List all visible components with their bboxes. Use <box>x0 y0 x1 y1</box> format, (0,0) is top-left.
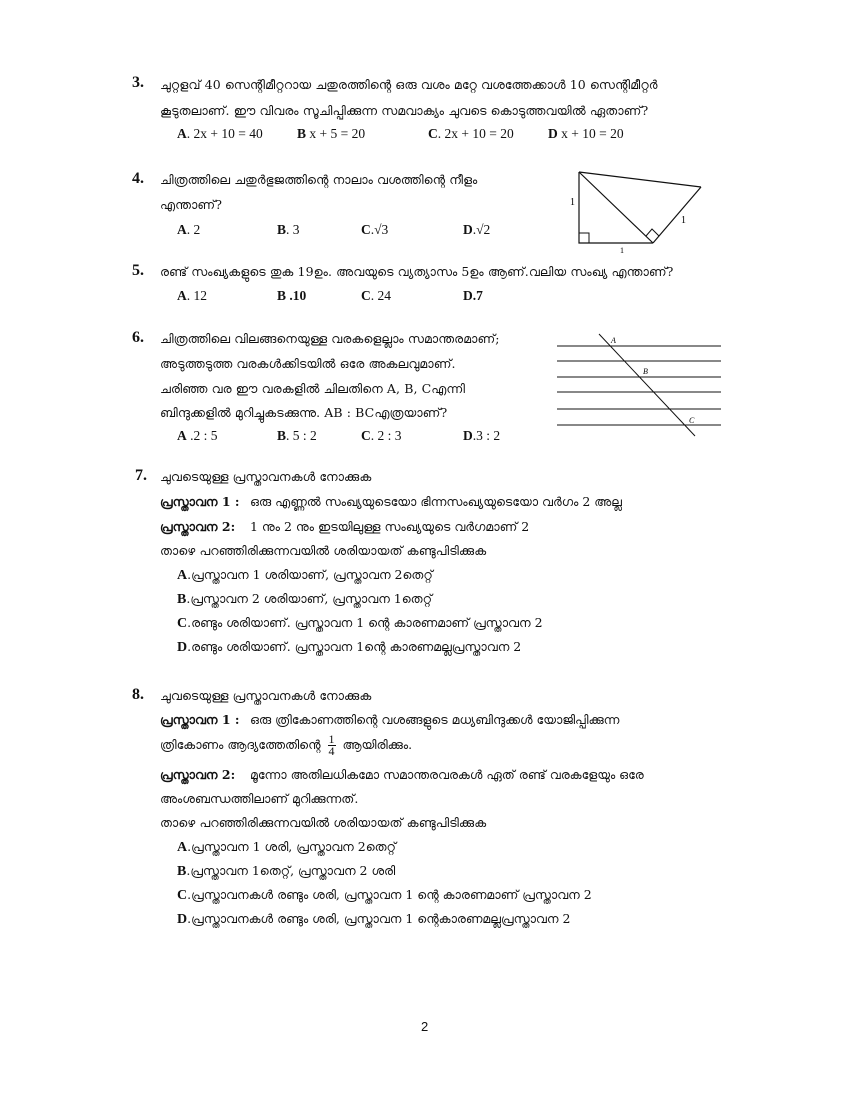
q6-label-a: A <box>611 336 616 345</box>
q6-option-a: A .2 : 5 <box>177 428 218 443</box>
q7-prompt: താഴെ പറഞ്ഞിരിക്കുന്നവയിൽ ശരിയായത് കണ്ടുപിടിക്കുക <box>160 543 487 558</box>
q8-statement2-text: മൂന്നോ അതിലധികമോ സമാന്തരവരകൾ ഏത് രണ്ട് വരകളേയും ഒരേ <box>250 767 644 782</box>
q3-text-line2: കൂടുതലാണ്. ഈ വിവരം സൂചിപ്പിക്കുന്ന സമവാക്യം ചുവടെ കൊടുത്തവയിൽ ഏതാണ്? <box>160 103 649 118</box>
q4-label-right: 1 <box>681 215 686 226</box>
q4-label-bottom: 1 <box>620 246 624 255</box>
q6-option-c: C. 2 : 3 <box>361 428 402 443</box>
q8-intro: ചുവടെയുള്ള പ്രസ്താവനകൾ നോക്കുക <box>160 688 372 703</box>
q8-statement1-text: ഒരു ത്രികോണത്തിന്റെ വശങ്ങളുടെ മധ്യബിന്ദുക്കൾ യോജിപ്പിക്കുന്ന <box>250 712 620 727</box>
q7-answer-c: C.രണ്ടും ശരിയാണ്. പ്രസ്താവന 1 ന്റെ കാരണമാണ് പ്രസ്താവന 2 <box>177 615 543 631</box>
q7-answer-a: A.പ്രസ്താവന 1 ശരിയാണ്, പ്രസ്താവന 2തെറ്റ് <box>177 567 433 583</box>
q7-answer-b: B.പ്രസ്താവന 2 ശരിയാണ്, പ്രസ്താവന 1തെറ്റ് <box>177 591 433 607</box>
q4-right-angle-mark-2 <box>646 229 659 236</box>
q3-option-a: A. 2x + 10 = 40 <box>177 126 263 141</box>
q6-label-c: C <box>689 416 695 425</box>
q3-option-d: D x + 10 = 20 <box>548 126 624 141</box>
q6-text-line3: ചരിഞ്ഞ വര ഈ വരകളിൽ ചിലതിനെ A, B, Cഎന്നി <box>160 381 466 396</box>
q7-statement2-label: പ്രസ്താവന 2: <box>160 519 236 534</box>
q7-number: 7. <box>135 467 147 484</box>
q6-option-d: D.3 : 2 <box>463 428 501 443</box>
q8-prompt: താഴെ പറഞ്ഞിരിക്കുന്നവയിൽ ശരിയായത് കണ്ടുപിടിക്കുക <box>160 815 487 830</box>
q7-answer-d: D.രണ്ടും ശരിയാണ്. പ്രസ്താവന 1ന്റെ കാരണമല്ലപ്രസ്താവന 2 <box>177 639 522 655</box>
q3-option-c: C. 2x + 10 = 20 <box>428 126 514 141</box>
q4-text-line1: ചിത്രത്തിലെ ചതുർഭുജത്തിന്റെ നാലാം വശത്തിന്റെ നീളം <box>160 172 478 187</box>
one-quarter-fraction: $\frac{1}{4}$ <box>328 732 335 758</box>
q5-text-line1: രണ്ട് സംഖ്യകളുടെ തുക 19ഉം. അവയുടെ വ്യത്യാസം 5ഉം ആണ്.വലിയ സംഖ്യ എന്താണ്? <box>160 264 674 279</box>
q8-statement1-label: പ്രസ്താവന 1 : <box>160 712 240 727</box>
q8-statement1-continued: ത്രികോണം ആദ്യത്തേതിന്റെ $\frac{1}{4}$ ആയിരിക്കും. <box>160 732 413 758</box>
q8-answer-a: A.പ്രസ്താവന 1 ശരി, പ്രസ്താവന 2തെറ്റ് <box>177 839 396 855</box>
q4-option-c: C.√3 <box>361 222 389 237</box>
q5-number: 5. <box>132 262 144 279</box>
q6-text-line1: ചിത്രത്തിലെ വിലങ്ങനെയുള്ള വരകളെല്ലാം സമാന്തരമാണ്; <box>160 331 500 346</box>
q3-text-line1: ചുറ്റളവ് 40 സെന്റിമീറ്ററായ ചതുരത്തിന്റെ ഒരു വശം മറ്റേ വശത്തേക്കാൾ 10 സെന്റിമീറ്റർ <box>160 77 658 92</box>
q8-answer-b: B.പ്രസ്താവന 1തെറ്റ്, പ്രസ്താവന 2 ശരി <box>177 863 396 879</box>
page-number: 2 <box>421 1019 429 1034</box>
q3-option-b: B x + 5 = 20 <box>297 126 366 141</box>
q4-label-left: 1 <box>570 197 575 208</box>
q6-text-line4: ബിന്ദുക്കളിൽ മുറിച്ചുകടക്കുന്നു. AB : BCഎത്രയാണ്? <box>160 405 448 420</box>
q8-answer-c: C.പ്രസ്താവനകൾ രണ്ടും ശരി, പ്രസ്താവന 1 ന്റെ കാരണമാണ് പ്രസ്താവന 2 <box>177 887 592 903</box>
q4-text-line2: എന്താണ്? <box>160 197 222 212</box>
q6-number: 6. <box>132 329 144 346</box>
q6-parallel-lines-figure <box>555 332 725 442</box>
q4-quadrilateral-figure <box>565 165 715 255</box>
q4-option-d: D.√2 <box>463 222 491 237</box>
q6-label-b: B <box>643 367 648 376</box>
q4-figure-top-side <box>579 172 701 187</box>
q7-statement1-text: ഒരു എണ്ണൽ സംഖ്യയുടെയോ ഭിന്നസംഖ്യയുടെയോ വർഗം 2 അല്ല <box>250 494 622 509</box>
q8-statement2-continued: അംശബന്ധത്തിലാണ് മുറിക്കുന്നത്. <box>160 791 359 806</box>
q4-figure-diagonal <box>579 172 653 243</box>
q8-number: 8. <box>132 686 144 703</box>
q6-option-b: B. 5 : 2 <box>277 428 317 443</box>
q6-transversal-line <box>599 334 695 436</box>
q5-option-d: D.7 <box>463 288 483 303</box>
q4-figure-right-side <box>653 187 701 243</box>
q7-statement2-text: 1 നും 2 നും ഇടയിലുള്ള സംഖ്യയുടെ വർഗമാണ് 2 <box>250 519 530 534</box>
q8-answer-d: D.പ്രസ്താവനകൾ രണ്ടും ശരി, പ്രസ്താവന 1 ന്റെകാരണമല്ലപ്രസ്താവന 2 <box>177 911 571 927</box>
q7-intro: ചുവടെയുള്ള പ്രസ്താവനകൾ നോക്കുക <box>160 469 372 484</box>
q8-statement2-label: പ്രസ്താവന 2: <box>160 767 236 782</box>
q5-option-a: A. 12 <box>177 288 207 303</box>
q4-right-angle-mark-1 <box>579 233 589 243</box>
q5-option-b: B .10 <box>277 288 307 303</box>
q3-number: 3. <box>132 74 144 91</box>
q4-option-a: A. 2 <box>177 222 201 237</box>
q7-statement1-label: പ്രസ്താവന 1 : <box>160 494 240 509</box>
q4-option-b: B. 3 <box>277 222 300 237</box>
q5-option-c: C. 24 <box>361 288 391 303</box>
q4-number: 4. <box>132 170 144 187</box>
q6-text-line2: അടുത്തടുത്ത വരകൾക്കിടയിൽ ഒരേ അകലവുമാണ്. <box>160 356 456 371</box>
